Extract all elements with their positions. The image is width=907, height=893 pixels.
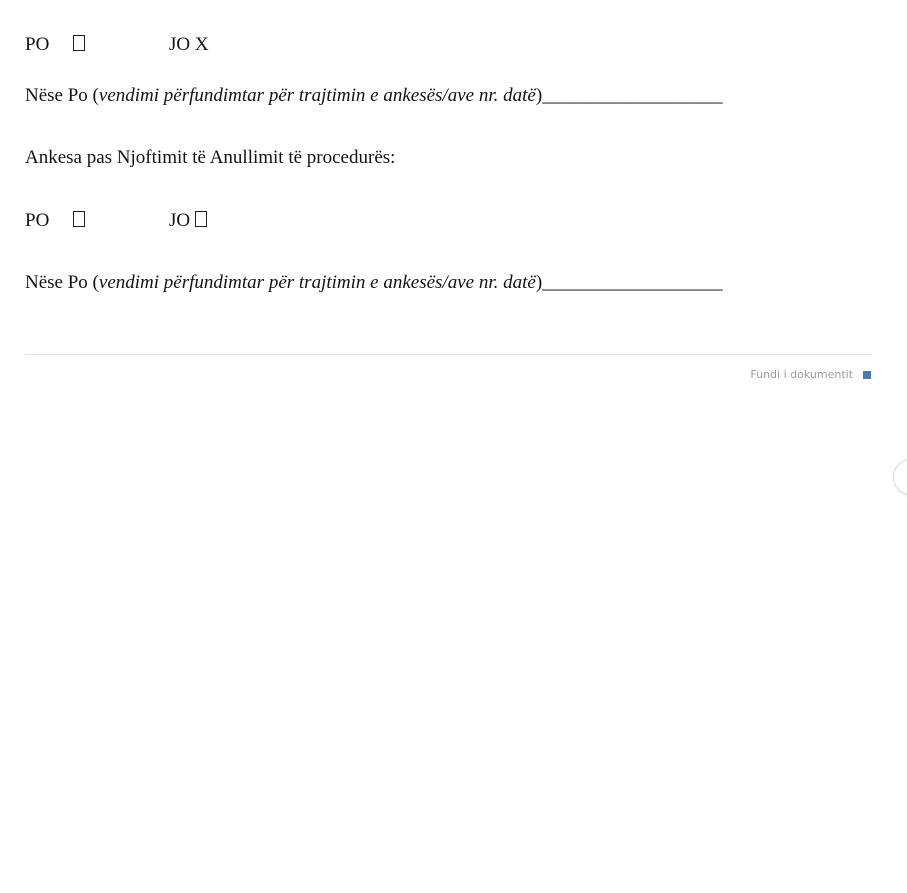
jo-label: JO [169,210,195,231]
nese-po-line-2 [25,272,723,294]
nese-po-prefix: Nëse Po ( [25,272,99,293]
end-of-document-label: Fundi i dokumentit [750,368,853,381]
nese-po-prefix: Nëse Po ( [25,85,99,106]
nese-po-italic: vendimi përfundimtar për trajtimin e ankesës/ave nr. datë [98,85,536,106]
section-heading: Ankesa pas Njoftimit të Anullimit të procedurës: [25,147,396,168]
checkbox-empty-icon [73,35,85,51]
nese-po-suffix: )___________________ [535,85,723,106]
divider [25,354,872,355]
jo-label: JO X [169,34,209,55]
po-jo-row-2 [25,210,207,232]
nese-po-suffix: )___________________ [535,272,723,293]
po-label: PO [25,34,50,55]
end-square-icon [863,371,871,379]
side-scroll-handle[interactable] [893,459,907,495]
nese-po-line-1 [25,85,723,107]
po-label: PO [25,210,50,231]
checkbox-empty-icon [73,211,85,227]
checkbox-empty-icon [195,211,207,227]
po-jo-row-1 [25,34,209,56]
end-of-document-marker [750,368,871,381]
nese-po-italic: vendimi përfundimtar për trajtimin e ankesës/ave nr. datë [98,272,536,293]
